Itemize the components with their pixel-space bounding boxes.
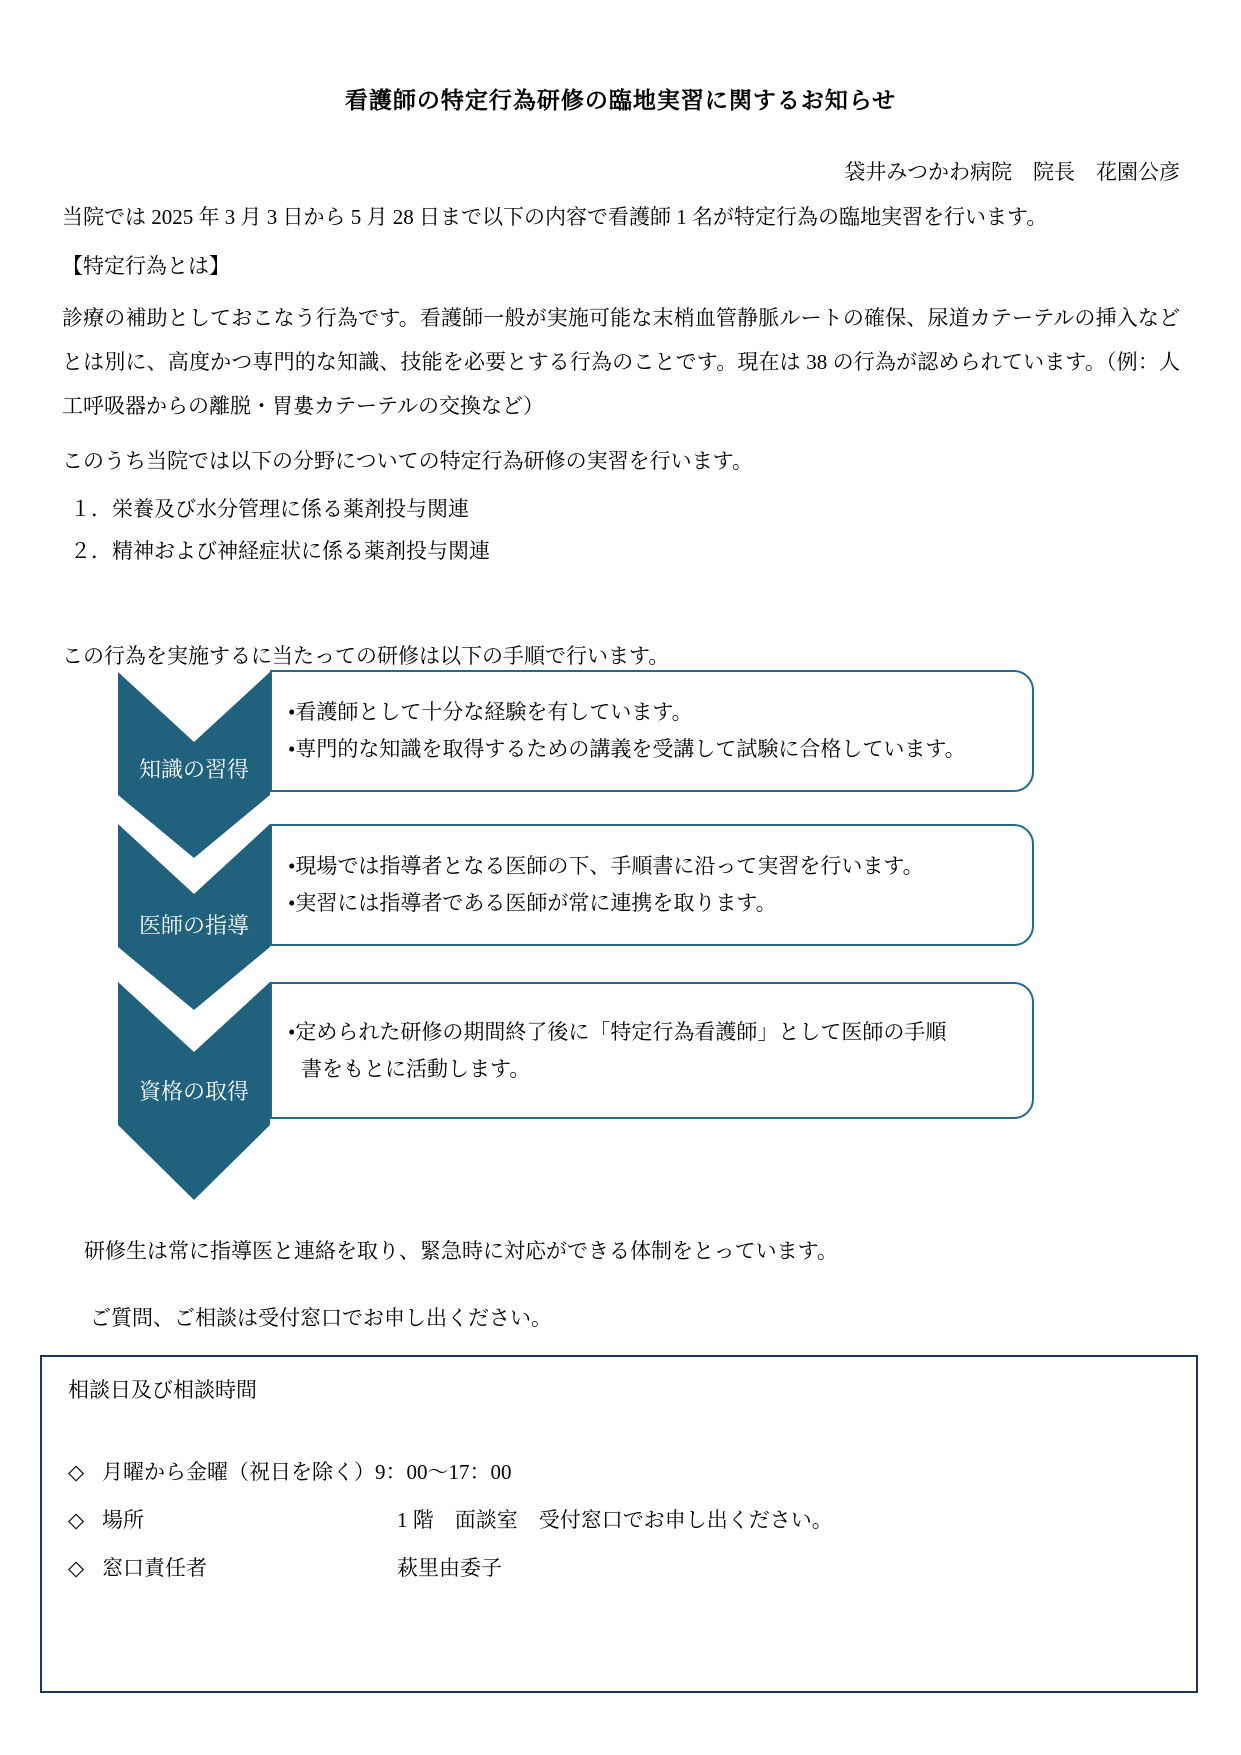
step-bullet: •看護師として十分な経験を有しています。 <box>288 700 693 724</box>
consultation-title: 相談日及び相談時間 <box>68 1378 257 1402</box>
step-description-box <box>270 982 1034 1119</box>
consultation-item-value: 萩里由委子 <box>397 1556 502 1580</box>
step-bullet-continuation: 書をもとに活動します。 <box>301 1056 531 1081</box>
step-bullet: •定められた研修の期間終了後に「特定行為看護師」として医師の手順 <box>288 1019 947 1044</box>
diamond-icon: ◇ <box>68 1460 85 1484</box>
step-label: 資格の取得 <box>138 1079 249 1104</box>
consultation-item-label: 月曜から金曜（祝日を除く）9：00～17：00 <box>102 1460 512 1484</box>
definition-paragraph: 診療の補助としておこなう行為です。看護師一般が実施可能な末梢血管静脈ルートの確保、尿道カテーテルの挿入などとは別に、高度かつ専門的な知識、技能を必要とする行為のことです。現在は 38 の行為が認められています。（例：人工呼吸器からの離脱・胃婁カテーテルの交換など） <box>62 306 1180 418</box>
field-list-item: １．栄養及び水分管理に係る薬剤投与関連 <box>70 497 469 521</box>
consultation-box <box>40 1355 1198 1693</box>
page-title: 看護師の特定行為研修の臨地実習に関するお知らせ <box>344 88 897 113</box>
fields-intro: このうち当院では以下の分野についての特定行為研修の実習を行います。 <box>62 449 753 473</box>
step-description-box <box>270 670 1034 792</box>
diamond-icon: ◇ <box>68 1508 85 1532</box>
section-heading: 【特定行為とは】 <box>62 254 230 278</box>
step-label: 知識の習得 <box>138 757 249 782</box>
author-line: 袋井みつかわ病院 院長 花園公彦 <box>844 160 1180 184</box>
support-note: 研修生は常に指導医と連絡を取り、緊急時に対応ができる体制をとっています。 <box>84 1239 838 1263</box>
diamond-icon: ◇ <box>68 1556 85 1580</box>
step-bullet: •実習には指導者である医師が常に連携を取ります。 <box>288 891 777 915</box>
steps-lead: この行為を実施するに当たっての研修は以下の手順で行います。 <box>62 644 670 668</box>
step-description-box <box>270 824 1034 946</box>
contact-note: ご質問、ご相談は受付窓口でお申し出ください。 <box>90 1306 552 1330</box>
intro-paragraph: 当院では 2025 年 3 月 3 日から 5 月 28 日まで以下の内容で看護師 1 名が特定行為の臨地実習を行います。 <box>62 205 1048 229</box>
step-bullet: •現場では指導者となる医師の下、手順書に沿って実習を行います。 <box>288 854 924 878</box>
consultation-item-label: 窓口責任者 <box>102 1556 207 1580</box>
field-list-item: ２．精神および神経症状に係る薬剤投与関連 <box>70 539 490 563</box>
step-label: 医師の指導 <box>138 913 249 938</box>
step-bullet: •専門的な知識を取得するための講義を受講して試験に合格しています。 <box>288 737 966 761</box>
consultation-item-label: 場所 <box>102 1508 144 1532</box>
consultation-item-value: 1 階 面談室 受付窓口でお申し出ください。 <box>397 1508 833 1532</box>
